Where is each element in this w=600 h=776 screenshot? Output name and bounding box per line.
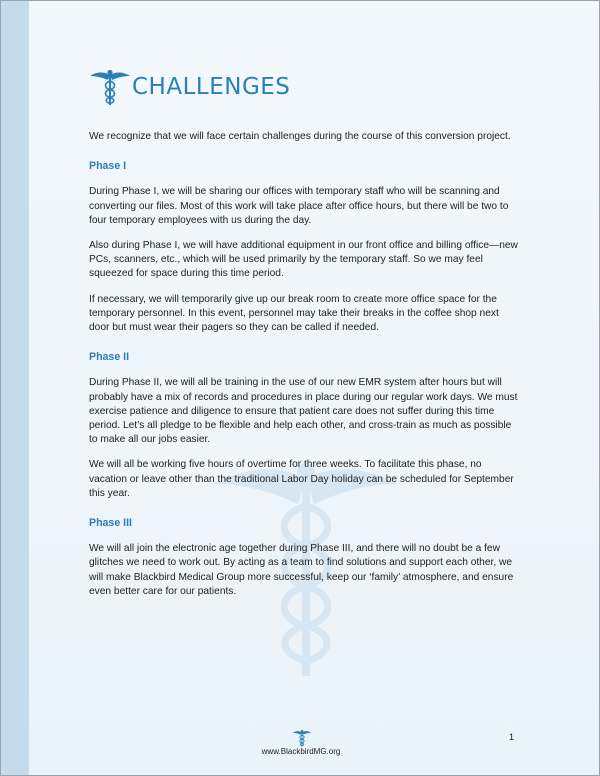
caduceus-icon: [292, 729, 312, 747]
section-heading-phase-2: Phase II: [89, 351, 130, 364]
caduceus-icon: [89, 68, 131, 106]
paragraph: We will all join the electronic age together during Phase III, and there will no doubt be a few glitches we need to work out. By acting as a team to find solutions and support each other, we will make Blackbird Medical Group more successful, keep our ‘family’ atmosphere, and ensure even better care for our patients.: [89, 543, 514, 597]
section-heading-phase-3: Phase III: [89, 517, 132, 530]
paragraph: Also during Phase I, we will have additional equipment in our front office and billing office—new PCs, scanners, etc., which will be used primarily by the temporary staff. So we may feel squeezed for space during this time period.: [89, 240, 518, 280]
section-heading-phase-1: Phase I: [89, 160, 127, 173]
footer-url: www.BlackbirdMG.org: [261, 747, 341, 756]
paragraph: During Phase I, we will be sharing our offices with temporary staff who will be scanning and converting our files. Most of this work will take place after office hours, but there will be two to four temporary employees with us during the day.: [89, 186, 509, 226]
paragraph: During Phase II, we will all be training in the use of our new EMR system after hours but will probably have a mix of records and procedures in place during our regular work days. We must exercise patience and diligence to ensure that patient care does not suffer during this time period. Let’s all pledge to be flexible and help each other, and cross-train as much as possible to make all our jobs easier.: [89, 377, 518, 446]
document-body: [89, 130, 521, 610]
intro-paragraph: We recognize that we will face certain challenges during the course of this conversion project.: [89, 131, 511, 142]
page-title: CHALLENGES: [132, 74, 291, 100]
side-band: [1, 1, 29, 775]
page-number: 1: [509, 732, 515, 742]
paragraph: If necessary, we will temporarily give up our break room to create more office space for the temporary personnel. In this event, personnel may take their breaks in the coffee shop next door but must wear their pagers so they can be called if needed.: [89, 293, 499, 334]
paragraph: We will all be working five hours of overtime for three weeks. To facilitate this phase, no vacation or leave other than the traditional Labor Day holiday can be scheduled for September this year.: [89, 459, 514, 499]
page-header: [89, 67, 290, 107]
